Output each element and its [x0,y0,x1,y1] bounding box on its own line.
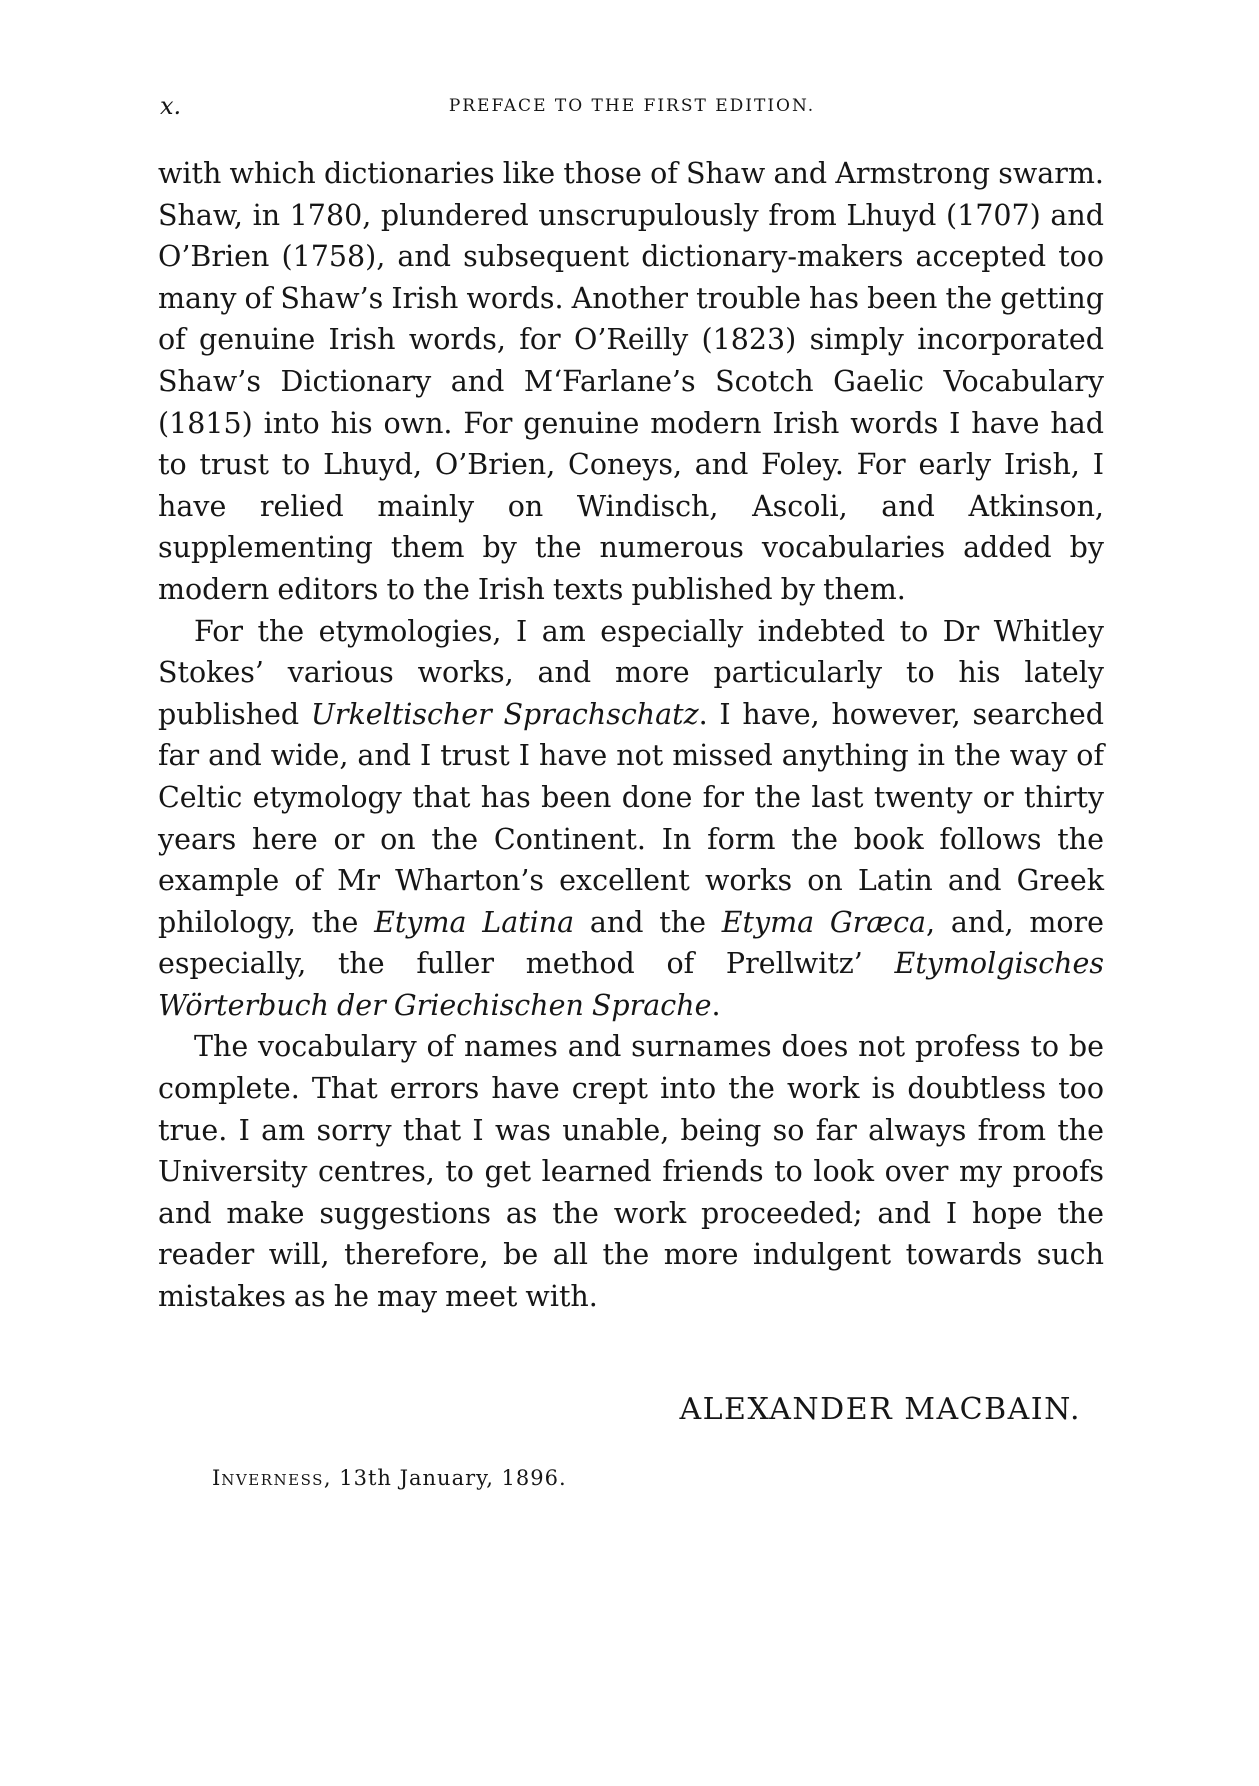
paragraph-etymologies [158,611,1104,1027]
title-urkeltischer: Urkeltischer Sprachschatz [310,697,699,731]
etymologies-text-4: , and, more especially, the fuller method of Prellwitz’ [158,905,1104,981]
etymologies-text-1: For the etymologies, I am especially indebted to Dr Whitley Stokes’ various works, and more particularly to his lately published [158,614,1104,731]
body-text [158,153,1104,1318]
title-prellwitz: Etymolgisches Wörterbuch der Griechischen Sprache [158,947,1104,1022]
dateline-date: , 13th January, 1896. [323,1466,567,1490]
running-head [160,92,1104,122]
etymologies-text-2: . I have, however, searched far and wide, and I trust I have not missed anything in the way of Celtic etymology that has been done for the last twenty or thirty years here or on the Continent. In form the book follows the example of Mr Wharton’s excellent works on Latin and Greek philology, the [158,697,1104,939]
paragraph-dictionaries: with which dictionaries like those of Shaw and Armstrong swarm. Shaw, in 1780, plundered unscrupulously from Lhuyd (1707) and O’Brien (1758), and subsequent dictionary-makers accepted too many of Shaw’s Irish words. Another trouble has been the getting of genuine Irish words, for O’Reilly (1823) simply incorporated Shaw’s Dictionary and M‘Farlane’s Scotch Gaelic Vocabulary (1815) into his own. For genuine modern Irish words I have had to trust to Lhuyd, O’Brien, Coneys, and Foley. For early Irish, I have relied mainly on Windisch, Ascoli, and Atkinson, supplementing them by the numerous vocabularies added by modern editors to the Irish texts published by them. [158,157,1104,606]
dateline-place-rest: NVERNESS [221,1471,324,1489]
page-number: x. [160,92,182,120]
dateline-place-initial: I [212,1466,222,1490]
running-head-title: PREFACE TO THE FIRST EDITION. [448,96,816,116]
title-etyma-latina: Etyma Latina [374,905,575,939]
dateline [212,1466,567,1490]
paragraph-vocabulary: The vocabulary of names and surnames does not profess to be complete. That errors have crept into the work is doubtless too true. I am sorry that I was unable, being so far always from the University centres, to get learned friends to look over my proofs and make suggestions as the work proceeded; and I hope the reader will, therefore, be all the more indulgent towards such mistakes as he may meet with. [158,1030,1104,1314]
title-etyma-graeca: Etyma Græca [721,905,927,939]
etymologies-text-5: . [711,988,721,1022]
author-signature: ALEXANDER MACBAIN. [679,1392,1081,1427]
etymologies-text-3: and the [574,905,722,939]
